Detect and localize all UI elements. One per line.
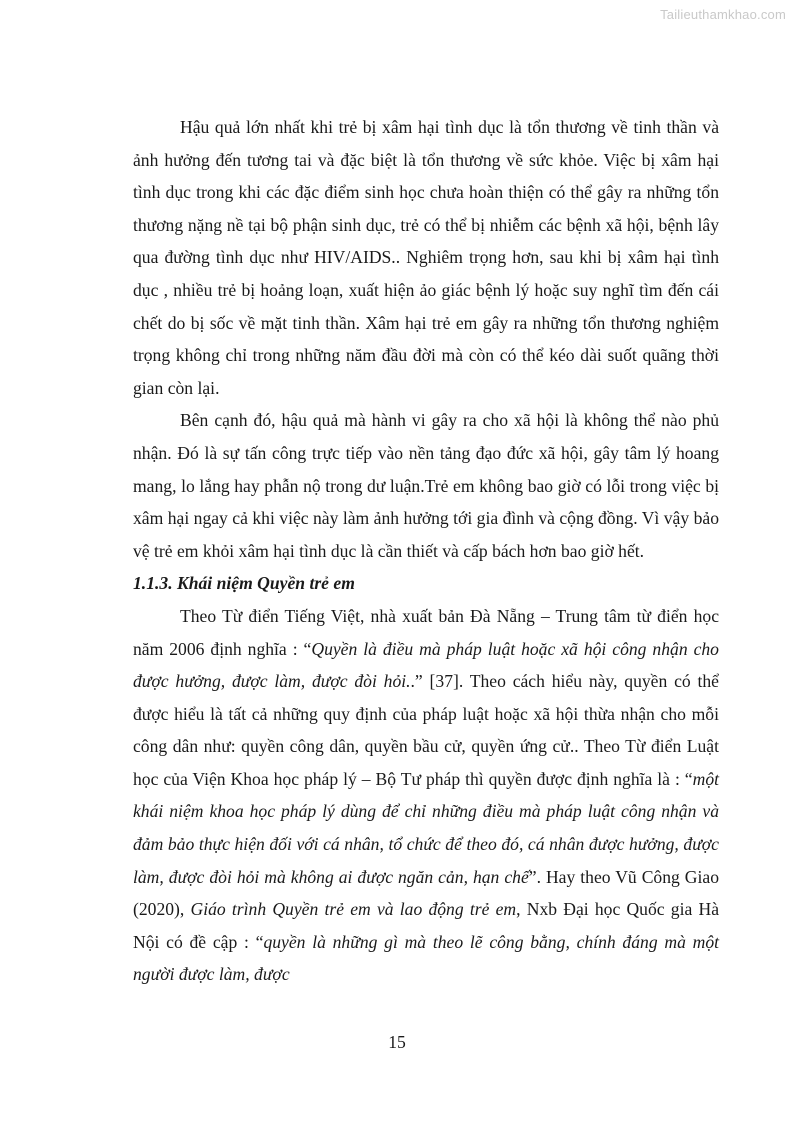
paragraph-rights-definition <box>133 600 719 991</box>
text-run: Theo Từ điển Tiếng Việt, nhà xuất bản Đà Nẵng – Trung tâm từ điển học năm 2006 định nghĩa : “ <box>133 605 719 659</box>
italic-book-title: Giáo trình Quyền trẻ em và lao động trẻ em <box>190 899 517 920</box>
paragraph-consequences-child: Hậu quả lớn nhất khi trẻ bị xâm hại tình dục là tổn thương về tinh thần và ảnh hưởng đến tương tai và đặc biệt là tổn thương về sức khỏe. Việc bị xâm hại tình dục trong khi các đặc điểm sinh học chưa hoàn thiện có thể gây ra những tổn thương nặng nề tại bộ phận sinh dục, trẻ có thể bị nhiễm các bệnh xã hội, bệnh lây qua đường tình dục như HIV/AIDS.. Nghiêm trọng hơn, sau khi bị xâm hại tình dục , nhiều trẻ bị hoảng loạn, xuất hiện ảo giác bệnh lý hoặc suy nghĩ tìm đến cái chết do bị sốc về mặt tinh thần. Xâm hại trẻ em gây ra những tổn thương nghiệm trọng không chỉ trong những năm đầu đời mà còn có thể kéo dài suốt quãng thời gian còn lại. <box>133 117 719 398</box>
page-number: 15 <box>388 1032 406 1052</box>
italic-quote-law-dictionary: một khái niệm khoa học pháp lý dùng để chỉ những điều mà pháp luật công nhận và đảm bảo thực hiện đối với cá nhân, tổ chức để theo đó, cá nhân được hưởng, được làm, được đòi hỏi mà không ai được ngăn cản, hạn chế <box>133 768 719 887</box>
document-body <box>133 111 719 991</box>
text-run: ”. Hay theo Vũ Công Giao (2020), <box>133 866 720 920</box>
watermark: Tailieuthamkhao.com <box>660 7 786 22</box>
paragraph-consequences-society: Bên cạnh đó, hậu quả mà hành vi gây ra cho xã hội là không thể nào phủ nhận. Đó là sự tấn công trực tiếp vào nền tảng đạo đức xã hội, gây tâm lý hoang mang, lo lắng hay phẫn nộ trong dư luận.Trẻ em không bao giờ có lỗi trong việc bị xâm hại ngay cả khi việc này làm ảnh hưởng tới gia đình và cộng đồng. Vì vậy bảo vệ trẻ em khỏi xâm hại tình dục là cần thiết và cấp bách hơn bao giờ hết. <box>133 410 719 561</box>
italic-quote-rights: quyền là những gì mà theo lẽ công bằng, chính đáng mà một người được làm, được <box>133 931 719 985</box>
italic-quote-dictionary: Quyền là điều mà pháp luật hoặc xã hội công nhận cho được hưởng, được làm, được đòi hỏi. <box>133 638 719 692</box>
text-run: , Nxb Đại học Quốc gia Hà Nội có đề cập : “ <box>133 899 719 952</box>
text-run: .” [37]. Theo cách hiểu này, quyền có thể được hiểu là tất cả những quy định của pháp luật hoặc xã hội thừa nhận cho mỗi công dân như: quyền công dân, quyền bầu cử, quyền ứng cử.. Theo Từ điển Luật học của Viện Khoa học pháp lý – Bộ Tư pháp thì quyền được định nghĩa là : “ <box>133 671 719 789</box>
section-heading: 1.1.3. Khái niệm Quyền trẻ em <box>133 573 355 594</box>
